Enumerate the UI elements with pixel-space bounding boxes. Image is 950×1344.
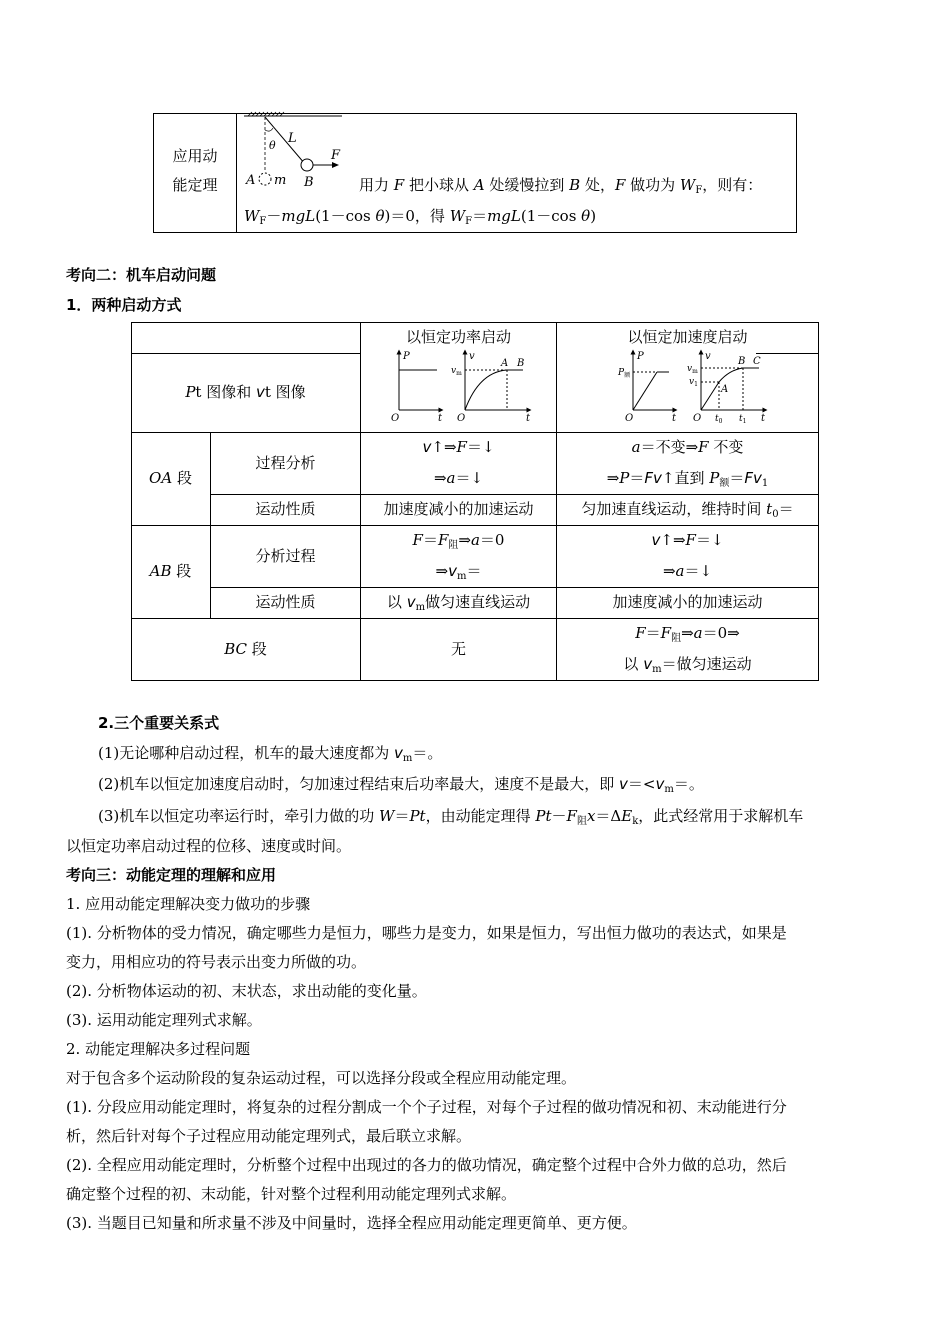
oa-power-analysis: v↑⇒F＝↓ ⇒a＝↓ xyxy=(422,438,495,487)
fig-theta: θ xyxy=(269,139,276,152)
bc-accel: $F=F_阻\Rightarrow a=0\Rightarrow$ 以 $v_m=$做匀速运动 xyxy=(623,624,752,675)
relations-title: 2.三个重要关系式 xyxy=(98,714,220,732)
oa-process-analysis: 过程分析 xyxy=(255,453,316,472)
oa-label: OA 段 xyxy=(149,469,192,487)
col-constant-accel: 以恒定加速度启动 xyxy=(627,328,748,346)
graphs-constant-power xyxy=(389,346,539,422)
s3-line8: (1). 分段应用动能定理时，将复杂的过程分割成一个个子过程，对每个子过程的做功情况和初、末动能进行分 xyxy=(66,1098,787,1116)
oa-motion-nature: 运动性质 xyxy=(255,500,316,518)
ab-analysis-process: 分析过程 xyxy=(255,546,316,565)
svg-text:v1: $v_1$ xyxy=(689,377,698,388)
label-line2: 能定理 xyxy=(172,176,218,194)
svg-text:P: P xyxy=(637,351,644,362)
svg-text:t1: $t_1$ xyxy=(739,414,747,425)
svg-text:t: t xyxy=(438,413,443,424)
fig-A: A xyxy=(246,173,256,188)
col-constant-power: 以恒定功率启动 xyxy=(405,328,511,346)
fig-B: B xyxy=(304,175,314,190)
bc-label: BC 段 xyxy=(224,639,267,658)
top-text-line2: $W_F-mgL(1-\cos$ θ)＝0，得 $W_F=mgL(1-\cos$ θ) xyxy=(244,207,597,227)
s3-line5: (3). 运用动能定理列式求解。 xyxy=(66,1011,262,1029)
ab-accel-nature: 加速度减小的加速运动 xyxy=(612,593,763,611)
svg-text:O: O xyxy=(391,413,400,424)
svg-text:A: A xyxy=(501,358,509,369)
s3-line3: 变力，用相应功的符号表示出变力所做的功。 xyxy=(66,953,367,971)
svg-text:C: C xyxy=(753,356,761,367)
svg-text:t: t xyxy=(761,413,766,424)
s3-line9: 析，然后针对每个子过程应用动能定理列式，最后联立求解。 xyxy=(66,1127,472,1145)
svg-text:B: B xyxy=(738,356,746,367)
svg-text:t0: $t_0$ xyxy=(715,414,723,425)
svg-text:v: v xyxy=(705,351,711,362)
ab-power-nature: 以 $v_m$做匀速直线运动 xyxy=(386,593,531,613)
ab-motion-nature: 运动性质 xyxy=(255,593,316,611)
ab-power-analysis: $F=F_阻\Rightarrow a=0$ $\Rightarrow v_m=$ xyxy=(412,531,505,582)
oa-accel-nature: 匀加速直线运动，维持时间 $t_0=$ xyxy=(581,500,794,520)
row-graph-label: Pt 图像和 vt 图像 xyxy=(185,383,306,401)
pendulum-figure xyxy=(238,112,350,194)
svg-text:t: t xyxy=(672,413,677,424)
svg-text:O: O xyxy=(693,413,702,424)
svg-text:B: B xyxy=(517,358,525,369)
svg-text:v: v xyxy=(469,351,475,362)
oa-accel-analysis: a＝不变⇒F 不变 ⇒P＝Fv↑直到 $P_额=Fv_1$ xyxy=(606,438,769,489)
fig-L: L xyxy=(288,131,297,146)
bc-power: 无 xyxy=(450,639,466,658)
s3-line4: (2). 分析物体运动的初、末状态，求出动能的变化量。 xyxy=(66,982,427,1000)
label-line1: 应用动 xyxy=(172,147,218,165)
svg-text:P: P xyxy=(403,351,410,362)
svg-text:vm: $v_m$ xyxy=(451,366,462,377)
relation-1: (1)无论哪种启动过程，机车的最大速度都为 $v_m=$。 xyxy=(98,744,443,764)
s3-line10: (2). 全程应用动能定理时，分析整个过程中出现过的各力的做功情况，确定整个过程中合外力做的总功，然后 xyxy=(66,1156,787,1174)
svg-text:P额: $P_额$ xyxy=(618,368,631,379)
relation-3b: 以恒定功率启动过程的位移、速度或时间。 xyxy=(66,837,352,855)
top-text-line1: 用力 F 把小球从 A 处缓慢拉到 B 处，F 做功为 $W_F$，则有： xyxy=(359,176,763,196)
s3-line7: 对于包含多个运动阶段的复杂运动过程，可以选择分段或全程应用动能定理。 xyxy=(66,1069,577,1087)
top-table-label-cell xyxy=(154,114,237,232)
svg-text:vm: $v_m$ xyxy=(687,364,698,375)
ab-label: AB 段 xyxy=(149,562,192,580)
graphs-constant-accel xyxy=(618,346,769,425)
s3-line2: (1). 分析物体的受力情况，确定哪些力是恒力，哪些力是变力，如果是恒力，写出恒力做功的表达式，如果是 xyxy=(66,924,787,942)
s3-line1: 1. 应用动能定理解决变力做功的步骤 xyxy=(66,895,311,913)
svg-text:t: t xyxy=(526,413,531,424)
section2-sub1: 1．两种启动方式 xyxy=(66,296,182,314)
s3-line6: 2. 动能定理解决多过程问题 xyxy=(66,1040,251,1058)
relation-3a: (3)机车以恒定功率运行时，牵引力做的功 W＝Pt，由动能定理得 $Pt-F_阻x=\Delta E_k$，此式经常用于求解机车 xyxy=(98,807,804,827)
section2-title: 考向二：机车启动问题 xyxy=(66,266,217,284)
svg-text:O: O xyxy=(457,413,466,424)
fig-m: m xyxy=(274,173,287,188)
relation-2: (2)机车以恒定加速度启动时，匀加速过程结束后功率最大，速度不是最大，即 $v=<v_m=$。 xyxy=(98,775,704,795)
s3-line12: (3). 当题目已知量和所求量不涉及中间量时，选择全程应用动能定理更简单、更方便。 xyxy=(66,1214,637,1232)
top-table xyxy=(153,113,797,233)
startup-table xyxy=(131,322,819,681)
oa-power-nature: 加速度减小的加速运动 xyxy=(383,500,534,518)
svg-text:O: O xyxy=(625,413,634,424)
fig-F: F xyxy=(331,148,341,163)
section3-title: 考向三：动能定理的理解和应用 xyxy=(66,866,277,884)
ab-accel-analysis: v↑⇒F＝↓ ⇒a＝↓ xyxy=(651,531,724,580)
s3-line11: 确定整个过程的初、末动能，针对整个过程利用动能定理列式求解。 xyxy=(66,1185,517,1203)
svg-text:A: A xyxy=(721,384,729,395)
